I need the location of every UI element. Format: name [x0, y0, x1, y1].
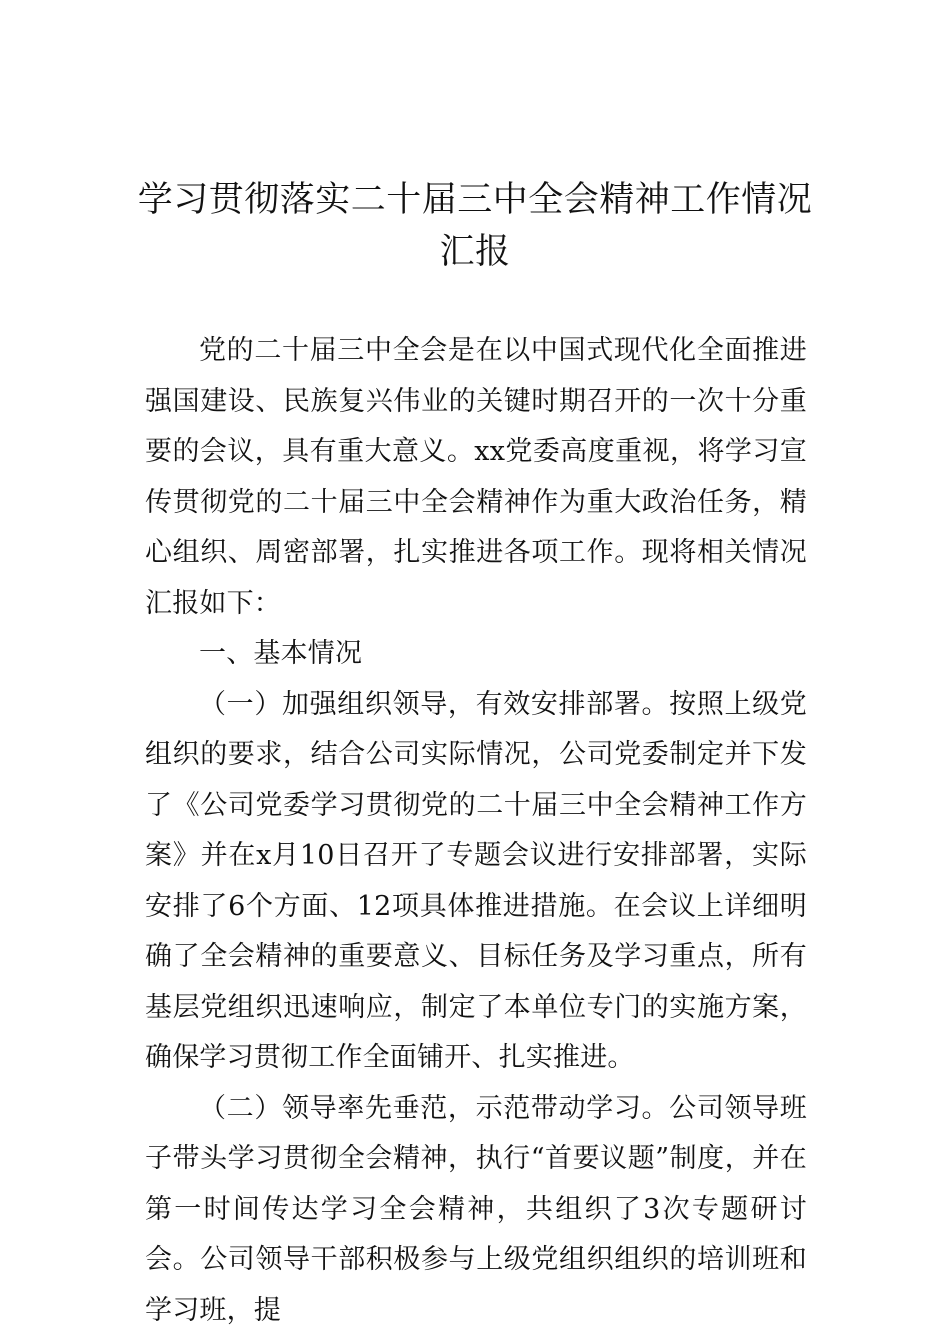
paragraph-leaders-example: （二）领导率先垂范，示范带动学习。公司领导班子带头学习贯彻全会精神，执行“首要议题”制度，并在第一时间传达学习全会精神，共组织了3次专题研讨会。公司领导干部积极参与上级党组织组织的培训班和学习班，提: [145, 1092, 807, 1326]
paragraph-intro: 党的二十届三中全会是在以中国式现代化全面推进强国建设、民族复兴伟业的关键时期召开的一次十分重要的会议，具有重大意义。xx党委高度重视，将学习宣传贯彻党的二十届三中全会精神作为重大政治任务，精心组织、周密部署，扎实推进各项工作。现将相关情况汇报如下：: [145, 335, 807, 619]
document-body: [145, 326, 807, 1336]
document-title: 学习贯彻落实二十届三中全会精神工作情况汇报: [137, 180, 813, 272]
paragraph-organization-leadership: （一）加强组织领导，有效安排部署。按照上级党组织的要求，结合公司实际情况，公司党委制定并下发了《公司党委学习贯彻党的二十届三中全会精神工作方案》并在x月10日召开了专题会议进行安排部署，实际安排了6个方面、12项具体推进措施。在会议上详细明确了全会精神的重要意义、目标任务及学习重点，所有基层党组织迅速响应，制定了本单位专门的实施方案，确保学习贯彻工作全面铺开、扎实推进。: [145, 688, 807, 1073]
section-heading-basic-situation: 一、基本情况: [199, 638, 363, 669]
